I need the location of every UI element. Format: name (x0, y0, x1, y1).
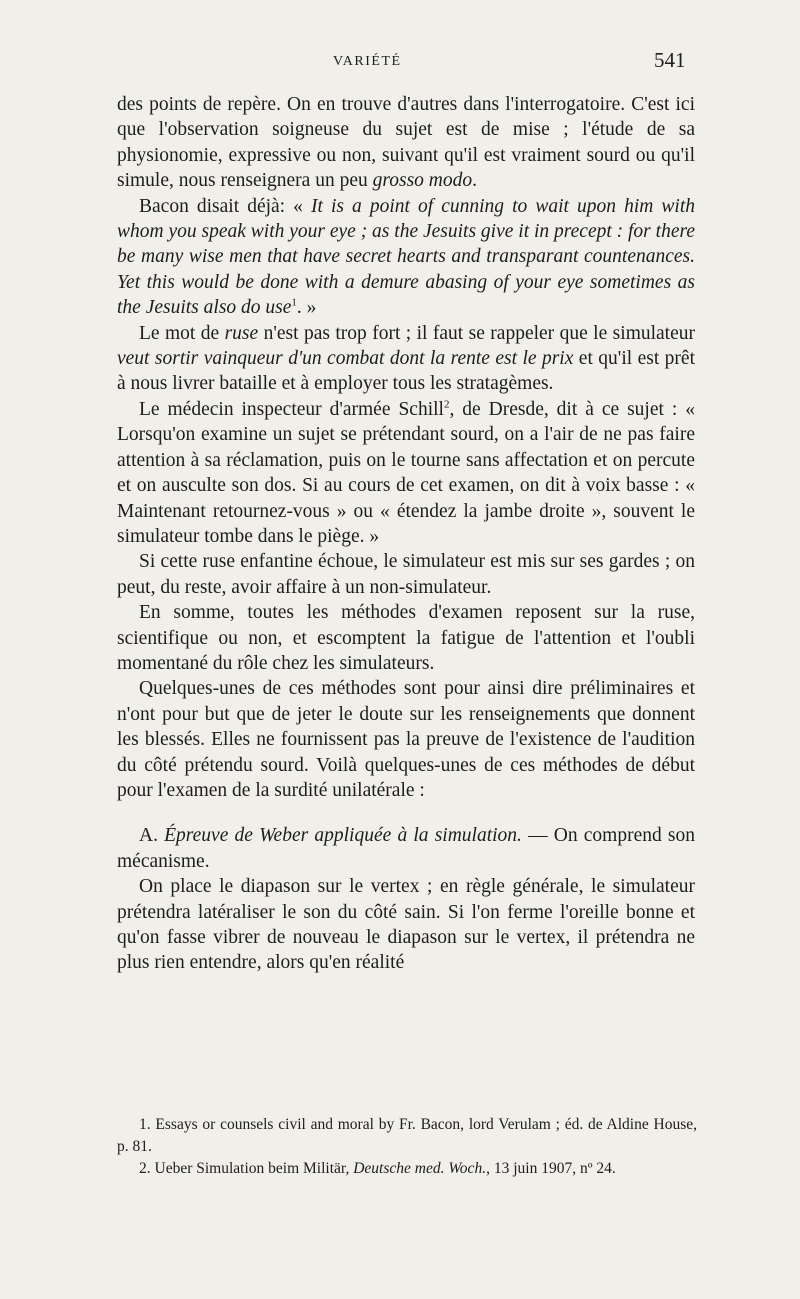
paragraph: Si cette ruse enfantine échoue, le simulateur est mis sur ses gardes ; on peut, du reste, avoir affaire à un non-simulateur. (117, 551, 695, 598)
paragraph: Quelques-unes de ces méthodes sont pour ainsi dire préliminaires et n'ont pour but que de jeter le doute sur les renseignements que donnent les blessés. Elles ne fournissent pas la preuve de l'existence de l'audition du côté prétendu sourd. Voilà quelques-unes de ces méthodes de début pour l'examen de la surdité unilatérale : (117, 678, 695, 801)
footnote-1: 1. Essays or counsels civil and moral by Fr. Bacon, lord Verulam ; éd. de Aldine House, p. 81. (117, 1116, 697, 1155)
paragraph: On place le diapason sur le vertex ; en règle générale, le simulateur prétendra latéraliser le son du côté sain. Si l'on ferme l'oreille bonne et qu'on fasse vibrer de nouveau le diapason sur le vertex, il prétendra ne plus rien entendre, alors qu'en réalité (117, 876, 695, 974)
paragraph: Le mot de ruse n'est pas trop fort ; il faut se rappeler que le simulateur veut sortir vainqueur d'un combat dont la rente est le prix et qu'il est prêt à nous livrer bataille et à employer tous les stratagèmes. (117, 322, 696, 395)
paragraph-bacon-quote: Bacon disait déjà: « It is a point of cunning to wait upon him with whom you speak with your eye ; as the Jesuits give it in precept : for there be many wise men that have secret hearts and transparant countenances. Yet this would be done with a demure abasing of your eye sometimes as the Jesuits also do use$^1$. » (117, 195, 695, 319)
footnote-2: 2. Ueber Simulation beim Militär, Deutsche med. Woch., 13 juin 1907, nº 24. (139, 1160, 616, 1177)
footnote-ref: 1 (291, 296, 297, 309)
paragraph: En somme, toutes les méthodes d'examen reposent sur la ruse, scientifique ou non, et escomptent la fatigue de l'attention et l'oubli momentané du rôle chez les simulateurs. (117, 602, 695, 674)
body-text (117, 92, 695, 976)
footnote-ref: 2 (443, 398, 450, 411)
page-number: 541 (654, 48, 686, 72)
page-header (0, 48, 800, 82)
english-quote: It is a point of cunning to wait upon him with whom you speak with your eye ; as the Jesuits give it in precept : for there be many wise men that have secret hearts and transparant countenances. Yet this would be done with a demure abasing of your eye sometimes as the Jesuits also do use (117, 195, 695, 319)
italic-phrase: grosso modo (372, 170, 473, 192)
paragraph: des points de repère. On en trouve d'autres dans l'interrogatoire. C'est ici que l'observation soigneuse du sujet est de mise ; l'étude de sa physionomie, expressive ou non, suivant qu'il est vraiment sourd ou qu'il simule, nous renseignera un peu grosso modo. (117, 94, 695, 192)
paragraph: Le médecin inspecteur d'armée Schill$^2$, de Dresde, dit à ce sujet : « Lorsqu'on examine un sujet se prétendant sourd, on a l'air de ne pas faire attention à sa réclamation, puis on le tourne sans affectation et on percute et on ausculte son dos. Si au cours de cet examen, on dit à voix basse : « Maintenant retournez-vous » ou « étendez la jambe droite », souvent le simulateur tombe dans le piège. » (117, 398, 695, 547)
footnotes (117, 1114, 697, 1180)
running-title: VARIÉTÉ (333, 54, 402, 69)
section-heading-a: A. Épreuve de Weber appliquée à la simulation. — On comprend son mécanisme. (117, 825, 695, 872)
